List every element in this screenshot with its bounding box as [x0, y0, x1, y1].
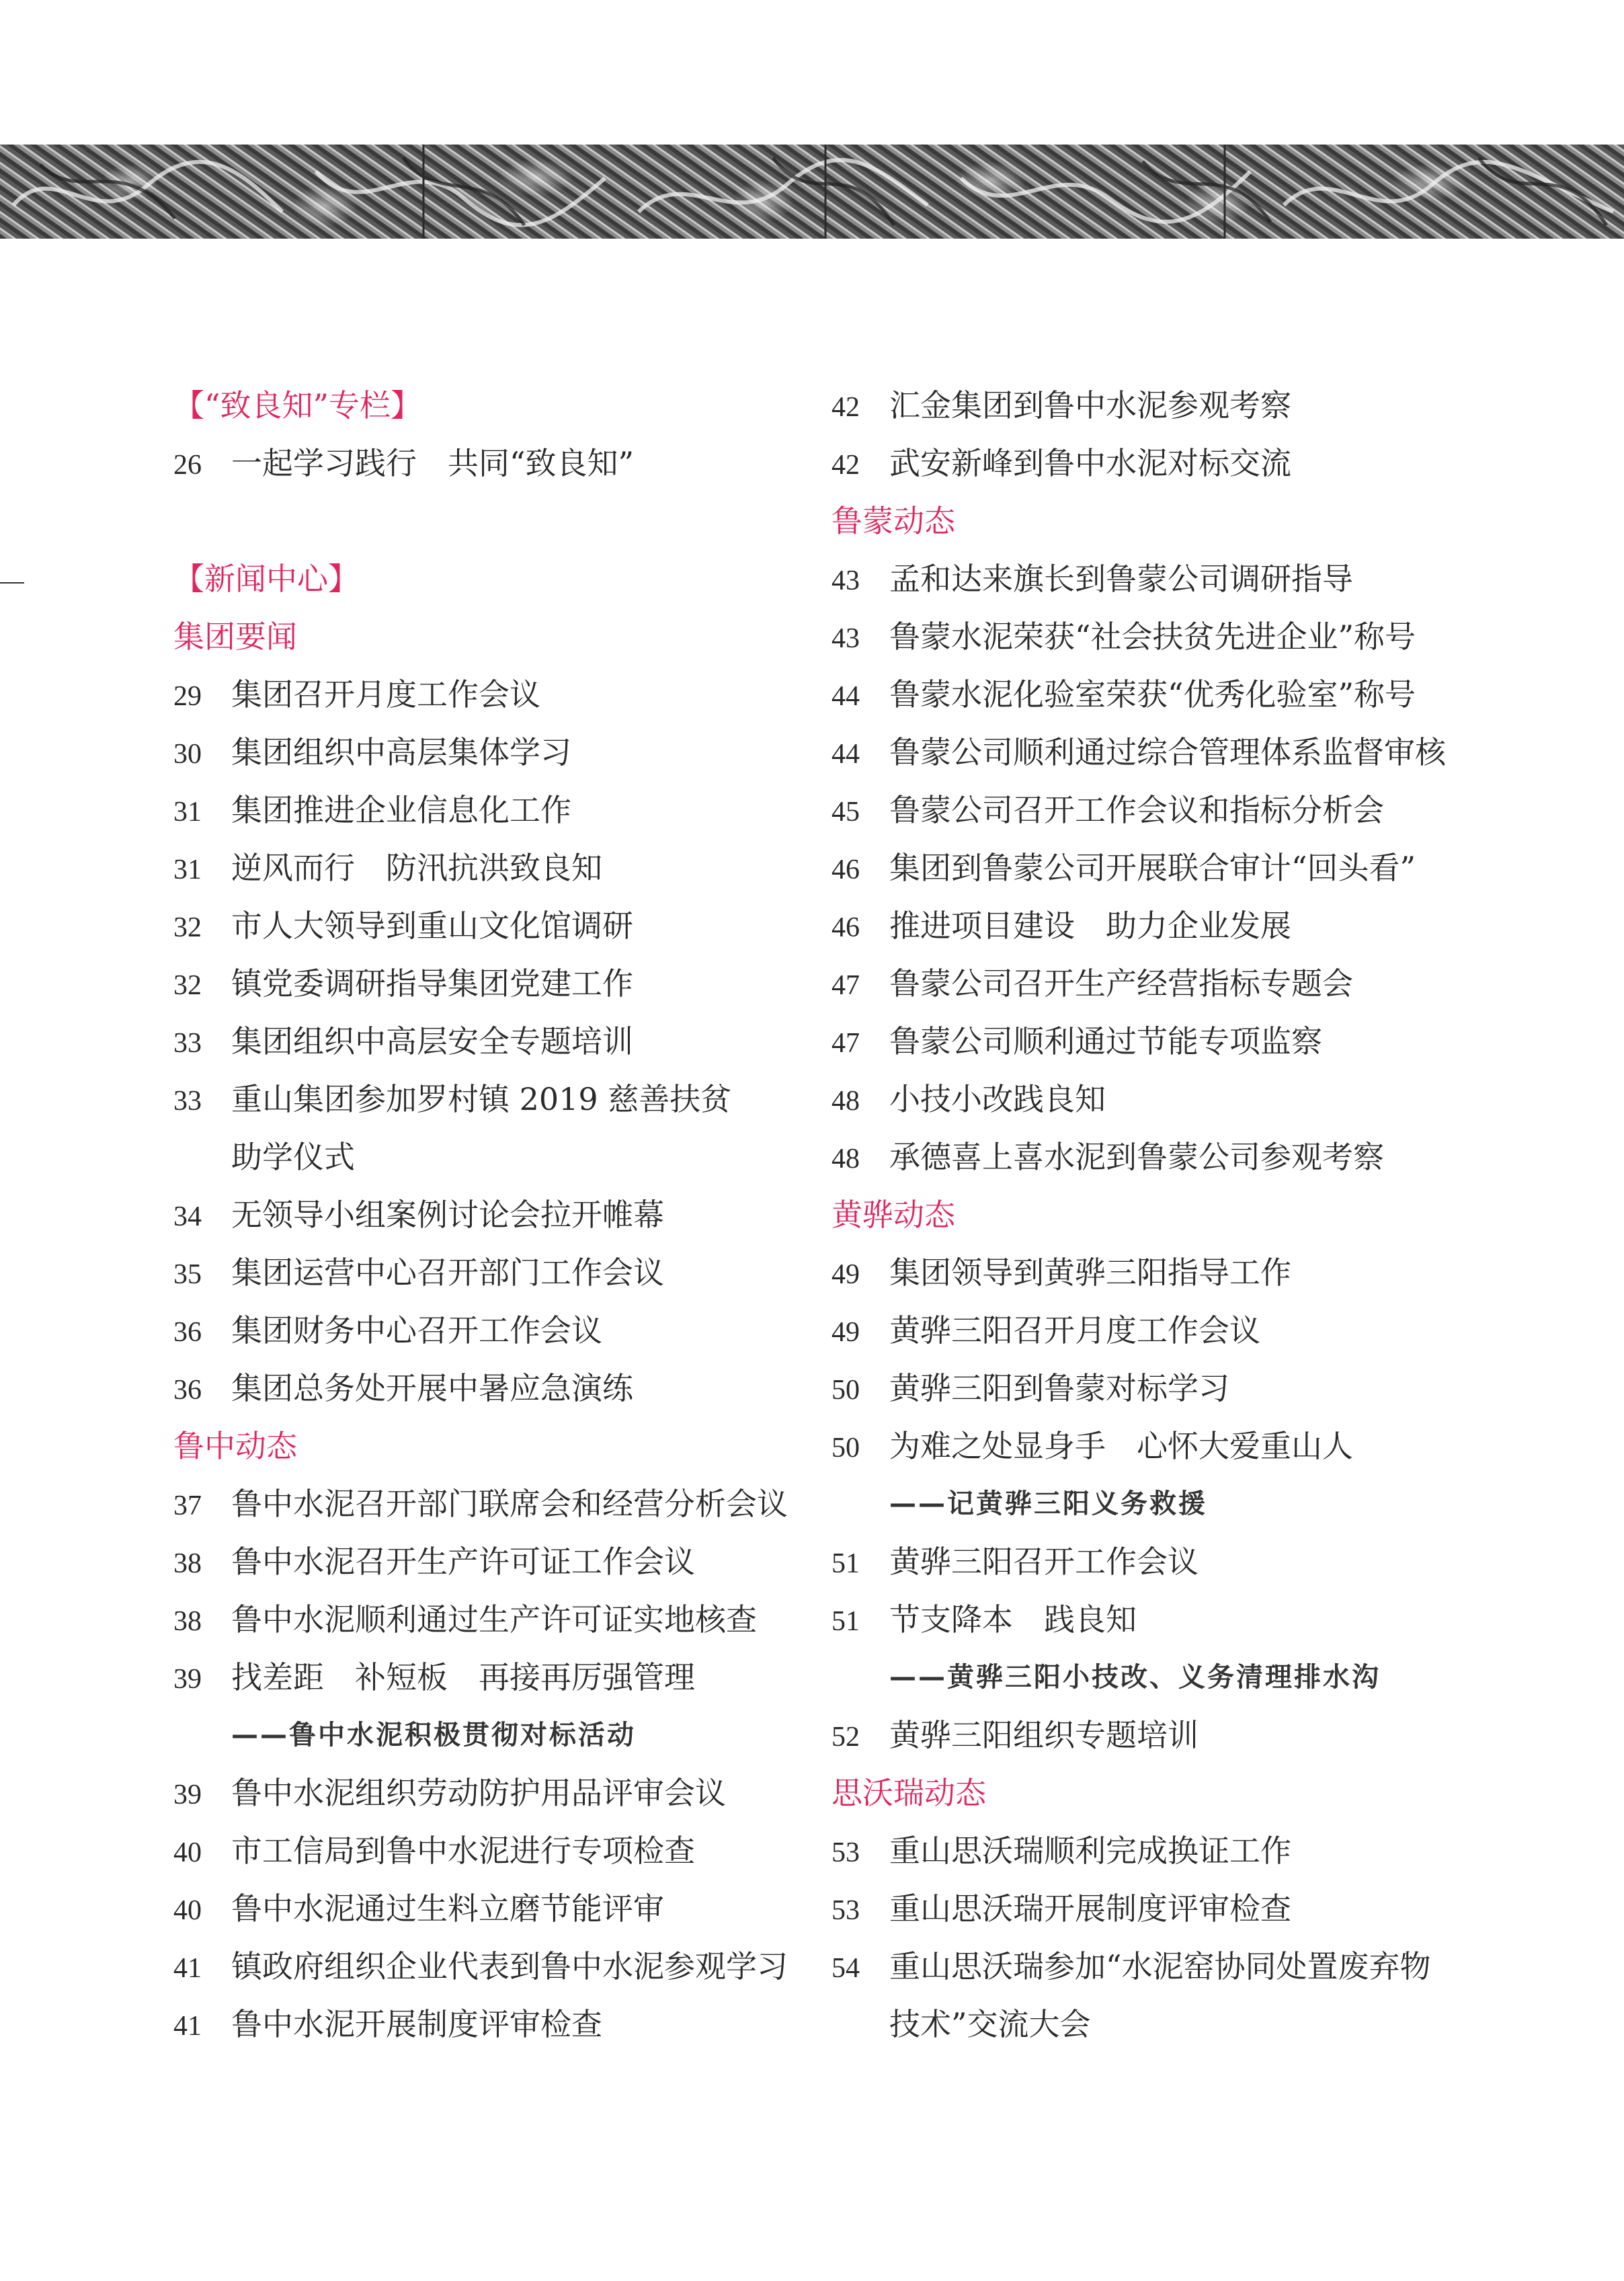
section-spacer: [173, 492, 819, 550]
page-number: 34: [173, 1201, 202, 1232]
toc-entry: [831, 1706, 1477, 1764]
toc-entry: [831, 781, 1477, 839]
entry-title: 鲁蒙公司顺利通过节能专项监察: [889, 1023, 1322, 1059]
page-number: 40: [173, 1837, 202, 1868]
toc-column-left: [173, 376, 819, 2053]
entry-title: 黄骅三阳组织专题培训: [889, 1717, 1199, 1753]
entry-title: 集团总务处开展中暑应急演练: [231, 1370, 633, 1406]
entry-title: 为难之处显身手 心怀大爱重山人: [889, 1428, 1353, 1464]
entry-title: 承德喜上喜水泥到鲁蒙公司参观考察: [889, 1139, 1384, 1175]
page-number: 39: [173, 1664, 202, 1695]
page-number: 30: [173, 739, 202, 770]
entry-title-continuation: 技术”交流大会: [889, 2006, 1091, 2042]
toc-column-right: [831, 376, 1477, 2053]
entry-title: 集团运营中心召开部门工作会议: [231, 1254, 664, 1291]
page-number: 29: [173, 681, 202, 712]
page-number: 32: [173, 970, 202, 1001]
entry-title: 鲁蒙水泥化验室荣获“优秀化验室”称号: [889, 676, 1416, 713]
toc-entry: [831, 666, 1477, 723]
page-number: 44: [831, 681, 860, 712]
entry-title: 逆风而行 防汛抗洪致良知: [231, 850, 602, 886]
toc-entry: [173, 897, 819, 955]
entry-title: 鲁蒙水泥荣获“社会扶贫先进企业”称号: [889, 618, 1416, 655]
toc-entry: [831, 376, 1477, 434]
page-number: 43: [831, 565, 860, 596]
toc-entry: [831, 955, 1477, 1012]
page-number: 37: [173, 1490, 202, 1521]
toc-entry: [831, 1417, 1477, 1475]
toc-entry: [173, 1186, 819, 1244]
toc-entry: [173, 1764, 819, 1822]
toc-entry: [173, 1591, 819, 1648]
toc-entry: [173, 1359, 819, 1417]
entry-title: 集团推进企业信息化工作: [231, 792, 571, 828]
toc-entry: [831, 434, 1477, 492]
page-number: 32: [173, 912, 202, 943]
entry-title: 鲁中水泥开展制度评审检查: [231, 2006, 602, 2042]
page-number: 53: [831, 1895, 860, 1926]
entry-title: 集团召开月度工作会议: [231, 676, 540, 713]
entry-title: 鲁蒙公司顺利通过综合管理体系监督审核: [889, 734, 1446, 770]
entry-title: 推进项目建设 助力企业发展: [889, 908, 1291, 944]
toc-entry: [831, 1533, 1477, 1591]
toc-entry: [831, 897, 1477, 955]
entry-title: 镇党委调研指导集团党建工作: [231, 965, 633, 1002]
entry-title: 黄骅三阳召开工作会议: [889, 1544, 1199, 1580]
entry-title: 市人大领导到重山文化馆调研: [231, 908, 633, 944]
page-number: 38: [173, 1606, 202, 1637]
carved-stone-dragon-frieze-icon: [0, 145, 1624, 239]
toc-entry: [173, 1822, 819, 1880]
entry-title: 鲁蒙公司召开生产经营指标专题会: [889, 965, 1353, 1002]
entry-title: 集团组织中高层集体学习: [231, 734, 571, 770]
page-number: 50: [831, 1375, 860, 1406]
entry-title: 鲁中水泥通过生料立磨节能评审: [231, 1890, 664, 1927]
entry-title: 无领导小组案例讨论会拉开帷幕: [231, 1197, 664, 1233]
entry-title: 孟和达来旗长到鲁蒙公司调研指导: [889, 561, 1353, 597]
entry-title: 集团到鲁蒙公司开展联合审计“回头看”: [889, 850, 1416, 886]
entry-title: 重山集团参加罗村镇 2019 慈善扶贫: [231, 1081, 732, 1117]
toc-entry: [173, 1937, 819, 1995]
entry-title: 黄骅三阳召开月度工作会议: [889, 1312, 1260, 1349]
page-number: 31: [173, 854, 202, 885]
toc-entry: [831, 1012, 1477, 1070]
entry-title: 小技小改践良知: [889, 1081, 1106, 1117]
page-number: 54: [831, 1953, 860, 1984]
entry-title: 鲁蒙公司召开工作会议和指标分析会: [889, 792, 1384, 828]
entry-title: 找差距 补短板 再接再厉强管理: [231, 1659, 695, 1695]
toc-entry: [831, 723, 1477, 781]
page-number: 52: [831, 1722, 860, 1753]
page-number: 31: [173, 797, 202, 828]
page-number: 42: [831, 392, 860, 423]
page-number: 49: [831, 1259, 860, 1290]
page-number: 36: [173, 1317, 202, 1348]
toc-entry: [173, 1880, 819, 1937]
page-number: 26: [173, 450, 202, 481]
entry-subtitle: ——鲁中水泥积极贯彻对标活动: [231, 1720, 636, 1751]
toc-entry: [173, 781, 819, 839]
toc-entry: [831, 1302, 1477, 1359]
page-number: 41: [173, 1953, 202, 1984]
toc-entry: [831, 1591, 1477, 1648]
toc-entry: [173, 1070, 819, 1128]
page-number: 41: [173, 2011, 202, 2042]
entry-title: 集团领导到黄骅三阳指导工作: [889, 1254, 1291, 1291]
entry-title-continuation: 助学仪式: [231, 1139, 355, 1175]
toc-entry: [173, 1244, 819, 1302]
page-number: 42: [831, 450, 860, 481]
toc-entry: [831, 1937, 1477, 1995]
section-heading: 鲁蒙动态: [831, 503, 955, 539]
toc-entry: [831, 1128, 1477, 1186]
toc-entry: [831, 1359, 1477, 1417]
toc-entry: [173, 1995, 819, 2053]
section-heading: 黄骅动态: [831, 1197, 955, 1233]
toc-entry: [173, 723, 819, 781]
toc-entry: [173, 839, 819, 897]
toc-entry: [173, 1475, 819, 1533]
page-number: 45: [831, 797, 860, 828]
section-heading: 【新闻中心】: [173, 561, 359, 597]
entry-title: 鲁中水泥召开部门联席会和经营分析会议: [231, 1486, 788, 1522]
toc-entry: [173, 1302, 819, 1359]
entry-title: 节支降本 践良知: [889, 1601, 1137, 1638]
page-number: 48: [831, 1086, 860, 1117]
entry-title: 鲁中水泥召开生产许可证工作会议: [231, 1544, 695, 1580]
page-number: 39: [173, 1779, 202, 1810]
entry-title: 武安新峰到鲁中水泥对标交流: [889, 445, 1291, 481]
toc-entry: [173, 1648, 819, 1706]
entry-title: 集团组织中高层安全专题培训: [231, 1023, 633, 1059]
margin-tick-mark: [0, 582, 24, 584]
page-number: 43: [831, 623, 860, 654]
section-heading: 【“致良知”专栏】: [173, 387, 422, 424]
entry-subtitle: ——记黄骅三阳义务救援: [889, 1488, 1207, 1519]
toc-entry: [831, 1822, 1477, 1880]
toc-entry: [831, 1070, 1477, 1128]
page-number: 46: [831, 912, 860, 943]
page-number: 36: [173, 1375, 202, 1406]
page-number: 53: [831, 1837, 860, 1868]
entry-title: 集团财务中心召开工作会议: [231, 1312, 602, 1349]
entry-title: 汇金集团到鲁中水泥参观考察: [889, 387, 1291, 424]
toc-entry: [831, 550, 1477, 608]
page-number: 33: [173, 1028, 202, 1059]
entry-title: 重山思沃瑞顺利完成换证工作: [889, 1833, 1291, 1869]
toc-entry: [173, 434, 819, 492]
entry-title: 鲁中水泥组织劳动防护用品评审会议: [231, 1775, 726, 1811]
entry-subtitle: ——黄骅三阳小技改、义务清理排水沟: [889, 1662, 1381, 1693]
entry-title: 重山思沃瑞开展制度评审检查: [889, 1890, 1291, 1927]
page-number: 40: [173, 1895, 202, 1926]
page-number: 33: [173, 1086, 202, 1117]
entry-title: 镇政府组织企业代表到鲁中水泥参观学习: [231, 1948, 788, 1985]
section-heading: 集团要闻: [173, 618, 297, 655]
page-number: 38: [173, 1548, 202, 1579]
entry-title: 重山思沃瑞参加“水泥窑协同处置废弃物: [889, 1948, 1431, 1985]
page-number: 47: [831, 970, 860, 1001]
entry-title: 鲁中水泥顺利通过生产许可证实地核查: [231, 1601, 757, 1638]
toc-entry: [831, 839, 1477, 897]
toc-entry: [173, 1012, 819, 1070]
page-number: 48: [831, 1144, 860, 1174]
page-number: 49: [831, 1317, 860, 1348]
toc-entry: [831, 1880, 1477, 1937]
page-number: 44: [831, 739, 860, 770]
section-heading: 鲁中动态: [173, 1428, 297, 1464]
page-number: 51: [831, 1606, 860, 1637]
page-number: 50: [831, 1433, 860, 1464]
page-number: 46: [831, 854, 860, 885]
section-heading: 思沃瑞动态: [831, 1775, 986, 1811]
carved-stone-banner: [0, 145, 1624, 239]
toc-entry: [173, 666, 819, 723]
toc-entry: [831, 1244, 1477, 1302]
entry-title: 黄骅三阳到鲁蒙对标学习: [889, 1370, 1229, 1406]
entry-title: 一起学习践行 共同“致良知”: [231, 445, 635, 481]
page-number: 51: [831, 1548, 860, 1579]
page-number: 35: [173, 1259, 202, 1290]
toc-entry: [831, 608, 1477, 666]
toc-entry: [173, 1533, 819, 1591]
entry-title: 市工信局到鲁中水泥进行专项检查: [231, 1833, 695, 1869]
toc-entry: [173, 955, 819, 1012]
page-number: 47: [831, 1028, 860, 1059]
